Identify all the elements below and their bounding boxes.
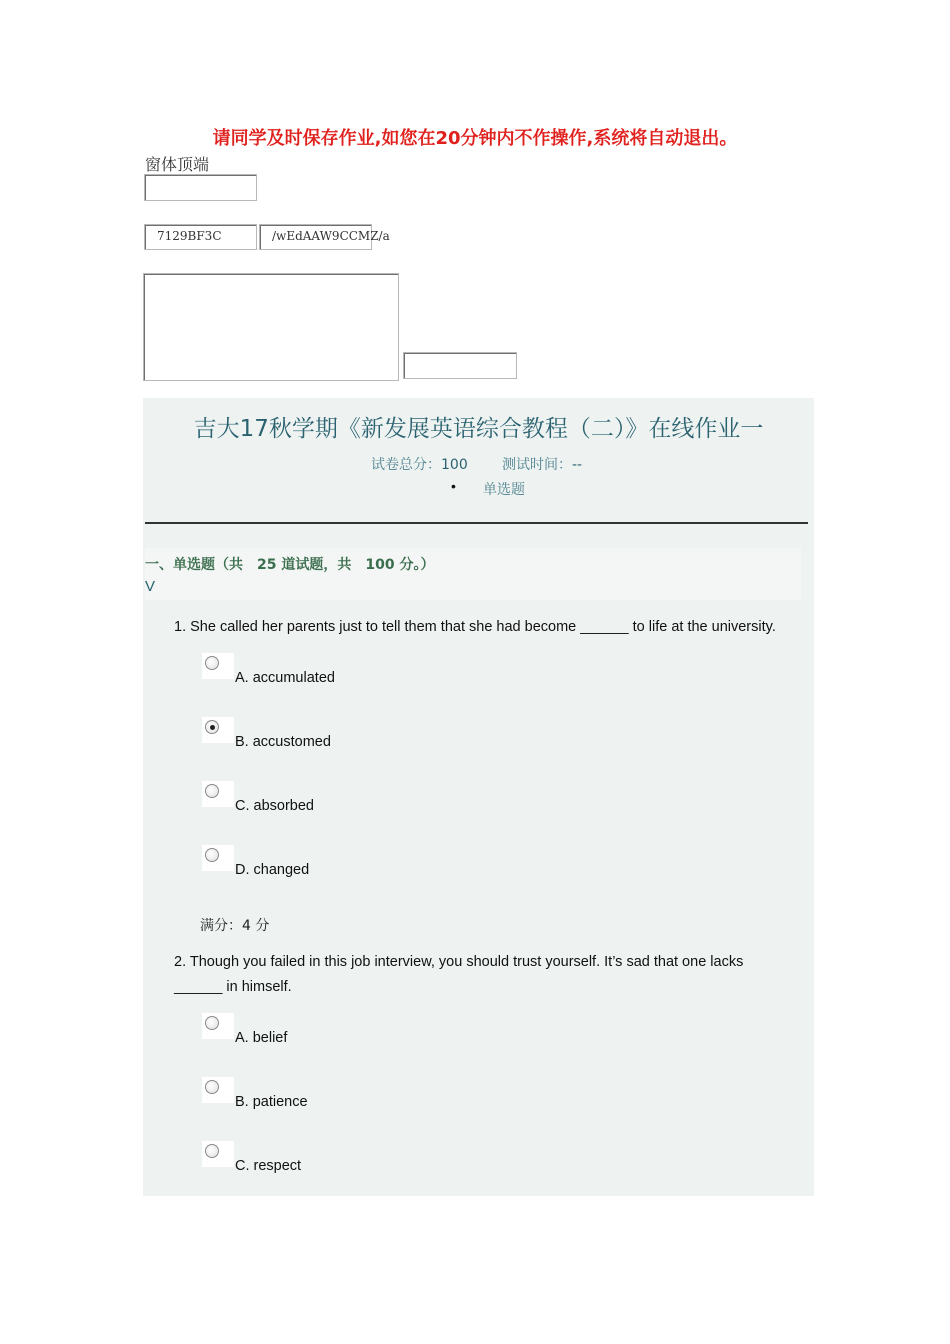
form-field-4[interactable]: [403, 352, 517, 379]
q2-option-c-radio[interactable]: [202, 1141, 234, 1167]
form-field-1[interactable]: [144, 174, 257, 201]
q1-option-d-radio[interactable]: [202, 845, 234, 871]
q2-option-a-label: A. belief: [235, 1030, 288, 1046]
q1-option-d-label: D. changed: [235, 862, 310, 878]
section-title: 一、单选题（共 25 道试题，共 100 分。）: [145, 557, 435, 573]
section-toggle[interactable]: V: [145, 578, 156, 595]
q1-option-c-label: C. absorbed: [235, 798, 314, 814]
form-field-3[interactable]: /wEdAAW9CCMZ/a: [259, 224, 372, 250]
question-1-text: 1. She called her parents just to tell them that she had become ______ to life at the university.: [174, 619, 776, 635]
form-textarea[interactable]: [143, 273, 399, 381]
question-2-text-line-2: ______ in himself.: [174, 979, 292, 995]
q2-option-b-radio[interactable]: [202, 1077, 234, 1103]
q1-score: 满分：4 分: [200, 918, 270, 934]
q2-option-a-radio[interactable]: [202, 1013, 234, 1039]
test-time-label: 测试时间：: [502, 457, 572, 473]
form-field-2[interactable]: 7129BF3C: [144, 224, 257, 250]
q1-option-c-radio[interactable]: [202, 781, 234, 807]
q1-option-b-radio[interactable]: [202, 717, 234, 743]
header-divider: [145, 522, 808, 524]
test-time: [502, 454, 582, 474]
form-top-label: 窗体顶端: [145, 155, 210, 174]
total-score: [371, 454, 468, 474]
q1-option-a-radio[interactable]: [202, 653, 234, 679]
total-score-value: 100: [441, 457, 468, 473]
nav-item-single-choice[interactable]: 单选题: [483, 482, 525, 498]
auto-logout-warning: 请同学及时保存作业,如您在20分钟内不作操作,系统将自动退出。: [212, 128, 738, 149]
q1-option-a-label: A. accumulated: [235, 670, 335, 686]
q2-option-c-label: C. respect: [235, 1158, 302, 1174]
test-time-value: --: [572, 457, 583, 473]
q2-option-b-label: B. patience: [235, 1094, 308, 1110]
question-2-text-line-1: 2. Though you failed in this job interview, you should trust yourself. It’s sad that one lacks: [174, 954, 744, 970]
nav-bullet: •: [451, 478, 456, 494]
exam-title: 吉大17秋学期《新发展英语综合教程（二）》在线作业一: [193, 416, 764, 442]
q1-option-b-label: B. accustomed: [235, 734, 331, 750]
total-score-label: 试卷总分：: [371, 457, 441, 473]
exam-panel: [143, 398, 814, 1196]
selected-dot: [210, 725, 215, 730]
